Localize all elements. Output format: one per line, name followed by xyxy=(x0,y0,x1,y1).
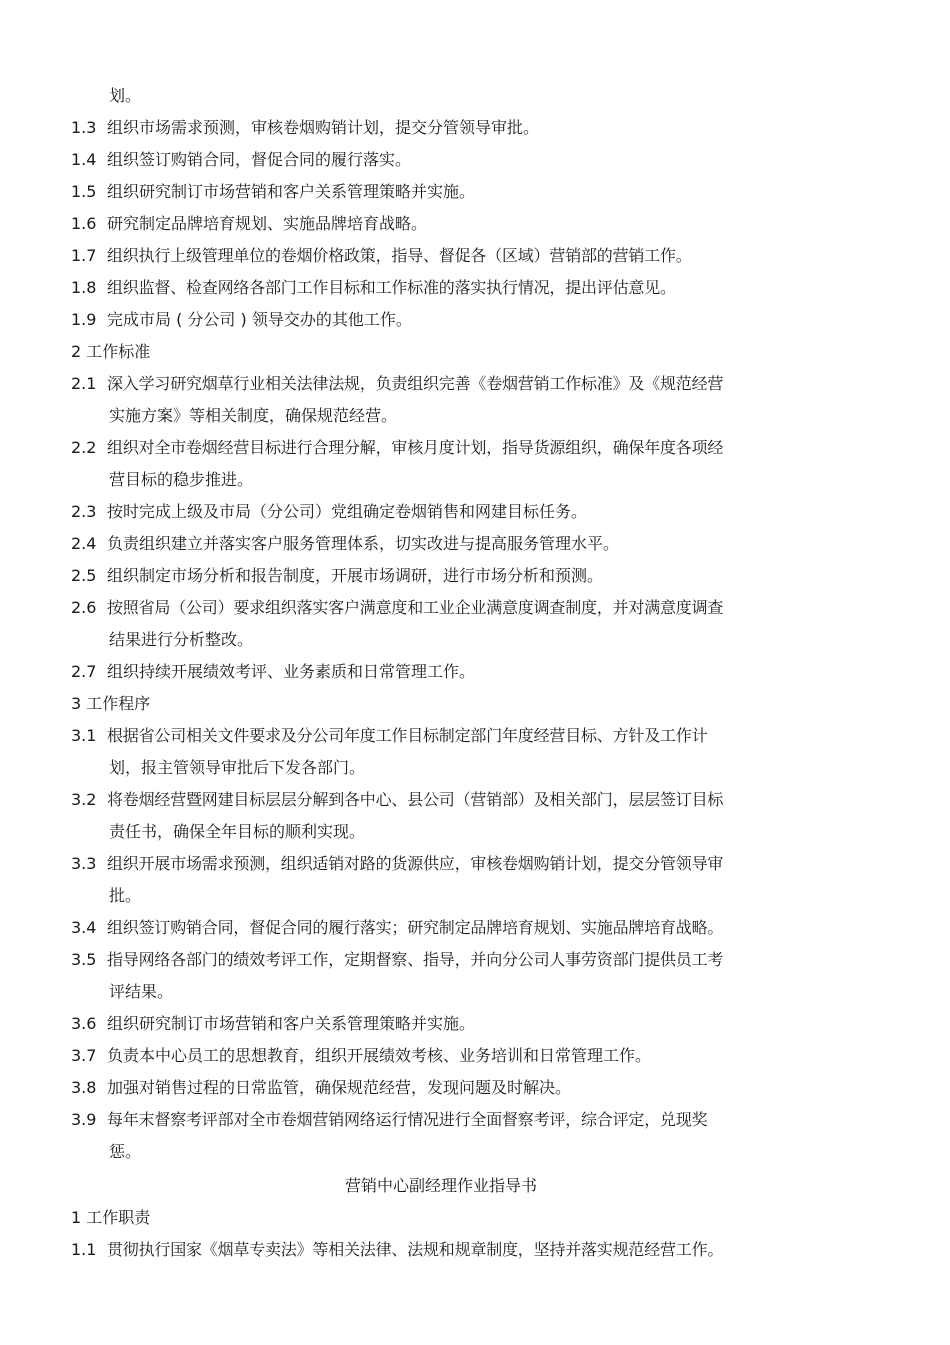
list-item xyxy=(71,112,811,144)
item-number: 2.7 xyxy=(71,662,97,681)
item-continuation: 评结果。 xyxy=(109,982,174,1001)
item-number: 3.8 xyxy=(71,1078,97,1097)
list-item xyxy=(71,1104,811,1136)
item-continuation: 营目标的稳步推进。 xyxy=(109,470,254,489)
item-number: 3.7 xyxy=(71,1046,97,1065)
item-number: 1.6 xyxy=(71,214,97,233)
item-text: 组织开展市场需求预测，组织适销对路的货源供应，审核卷烟购销计划，提交分管领导审 xyxy=(107,854,724,873)
item-text: 组织对全市卷烟经营目标进行合理分解，审核月度计划，指导货源组织，确保年度各项经 xyxy=(107,438,724,457)
list-item xyxy=(71,912,811,944)
document-body xyxy=(71,80,811,1266)
item-text: 按时完成上级及市局（分公司）党组确定卷烟销售和网建目标任务。 xyxy=(107,502,588,521)
continuation-line: 划。 xyxy=(109,86,142,105)
list-item xyxy=(71,1040,811,1072)
item-continuation: 实施方案》等相关制度，确保规范经营。 xyxy=(109,406,398,425)
list-item xyxy=(71,176,811,208)
item-text: 组织签订购销合同，督促合同的履行落实；研究制定品牌培育规划、实施品牌培育战略。 xyxy=(107,918,724,937)
item-number: 2.2 xyxy=(71,438,97,457)
list-item xyxy=(71,1008,811,1040)
item-number: 3.3 xyxy=(71,854,97,873)
item-text: 每年末督察考评部对全市卷烟营销网络运行情况进行全面督察考评，综合评定，兑现奖 xyxy=(107,1110,708,1129)
item-text: 组织监督、检查网络各部门工作目标和工作标准的落实执行情况，提出评估意见。 xyxy=(107,278,676,297)
list-item xyxy=(71,208,811,240)
item-text: 将卷烟经营暨网建目标层层分解到各中心、县公司（营销部）及相关部门，层层签订目标 xyxy=(107,790,724,809)
list-item xyxy=(71,272,811,304)
item-text: 负责组织建立并落实客户服务管理体系，切实改进与提高服务管理水平。 xyxy=(107,534,620,553)
item-number: 3.4 xyxy=(71,918,97,937)
list-item xyxy=(71,784,811,816)
section-heading: 2 工作标准 xyxy=(71,342,151,361)
list-item xyxy=(71,944,811,976)
item-text: 完成市局 ( 分公司 ) 领导交办的其他工作。 xyxy=(107,310,412,329)
list-item xyxy=(71,592,811,624)
item-text: 组织制定市场分析和报告制度，开展市场调研，进行市场分析和预测。 xyxy=(107,566,604,585)
item-number: 2.3 xyxy=(71,502,97,521)
item-text: 组织市场需求预测，审核卷烟购销计划，提交分管领导审批。 xyxy=(107,118,540,137)
item-number: 1.1 xyxy=(71,1240,97,1259)
list-item xyxy=(71,368,811,400)
list-item xyxy=(71,528,811,560)
list-item xyxy=(71,848,811,880)
item-number: 1.9 xyxy=(71,310,97,329)
item-number: 3.5 xyxy=(71,950,97,969)
list-item xyxy=(71,304,811,336)
item-text: 负责本中心员工的思想教育，组织开展绩效考核、业务培训和日常管理工作。 xyxy=(107,1046,652,1065)
list-item xyxy=(71,240,811,272)
item-number: 3.9 xyxy=(71,1110,97,1129)
item-text: 根据省公司相关文件要求及分公司年度工作目标制定部门年度经营目标、方针及工作计 xyxy=(107,726,708,745)
item-text: 组织持续开展绩效考评、业务素质和日常管理工作。 xyxy=(107,662,476,681)
item-text: 组织签订购销合同，督促合同的履行落实。 xyxy=(107,150,412,169)
item-continuation: 责任书，确保全年目标的顺利实现。 xyxy=(109,822,366,841)
item-text: 研究制定品牌培育规划、实施品牌培育战略。 xyxy=(107,214,428,233)
item-number: 2.4 xyxy=(71,534,97,553)
list-item xyxy=(71,144,811,176)
item-number: 3.1 xyxy=(71,726,97,745)
section-heading: 3 工作程序 xyxy=(71,694,151,713)
item-text: 指导网络各部门的绩效考评工作，定期督察、指导，并向分公司人事劳资部门提供员工考 xyxy=(107,950,724,969)
document-title: 营销中心副经理作业指导书 xyxy=(344,1176,537,1195)
item-continuation: 结果进行分析整改。 xyxy=(109,630,254,649)
item-number: 2.1 xyxy=(71,374,97,393)
item-continuation: 批。 xyxy=(109,886,142,905)
item-continuation: 划，报主管领导审批后下发各部门。 xyxy=(109,758,366,777)
item-text: 组织执行上级管理单位的卷烟价格政策，指导、督促各（区域）营销部的营销工作。 xyxy=(107,246,692,265)
item-continuation: 惩。 xyxy=(109,1142,142,1161)
item-number: 1.8 xyxy=(71,278,97,297)
section-heading: 1 工作职责 xyxy=(71,1208,151,1227)
list-item xyxy=(71,1072,811,1104)
list-item xyxy=(71,656,811,688)
item-text: 组织研究制订市场营销和客户关系管理策略并实施。 xyxy=(107,1014,476,1033)
item-text: 深入学习研究烟草行业相关法律法规，负责组织完善《卷烟营销工作标准》及《规范经营 xyxy=(107,374,724,393)
item-number: 1.5 xyxy=(71,182,97,201)
item-text: 组织研究制订市场营销和客户关系管理策略并实施。 xyxy=(107,182,476,201)
item-number: 2.6 xyxy=(71,598,97,617)
item-number: 3.6 xyxy=(71,1014,97,1033)
list-item xyxy=(71,432,811,464)
item-text: 贯彻执行国家《烟草专卖法》等相关法律、法规和规章制度，坚持并落实规范经营工作。 xyxy=(107,1240,724,1259)
item-number: 1.7 xyxy=(71,246,97,265)
list-item xyxy=(71,1234,811,1266)
item-text: 按照省局（公司）要求组织落实客户满意度和工业企业满意度调查制度，并对满意度调查 xyxy=(107,598,724,617)
list-item xyxy=(71,720,811,752)
list-item xyxy=(71,496,811,528)
item-number: 2.5 xyxy=(71,566,97,585)
list-item xyxy=(71,560,811,592)
item-number: 1.4 xyxy=(71,150,97,169)
item-number: 1.3 xyxy=(71,118,97,137)
item-number: 3.2 xyxy=(71,790,97,809)
item-text: 加强对销售过程的日常监管，确保规范经营，发现问题及时解决。 xyxy=(107,1078,572,1097)
